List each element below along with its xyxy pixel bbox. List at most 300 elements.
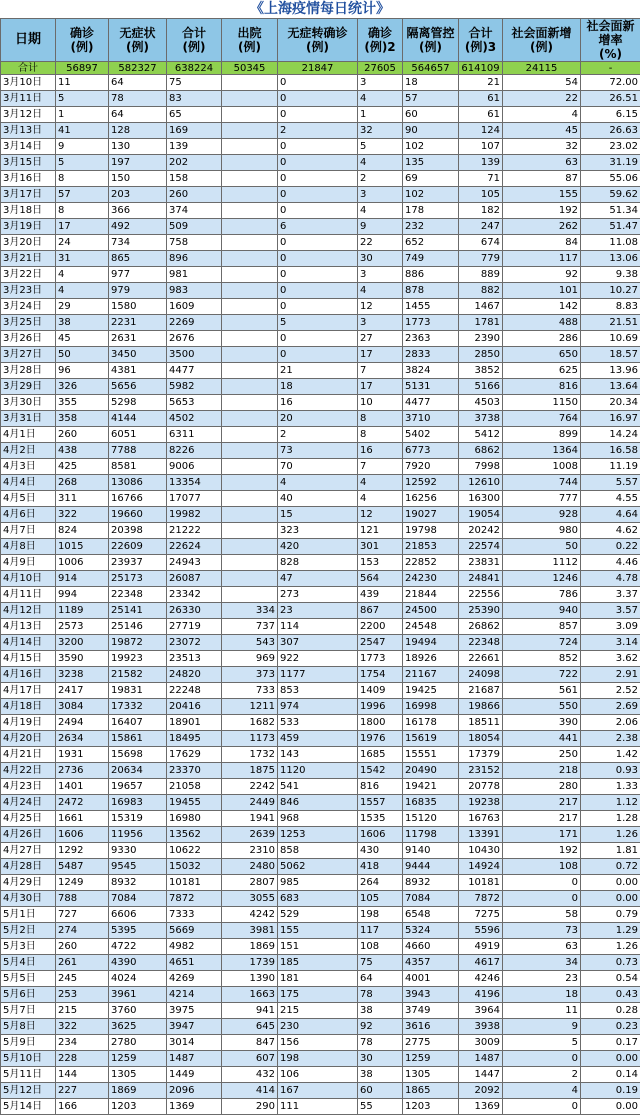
cell-confirmed: 425	[56, 459, 109, 475]
cell-asym-to-confirmed: 70	[278, 459, 358, 475]
cell-confirmed: 144	[56, 1067, 109, 1083]
cell-total: 83	[167, 91, 222, 107]
cell-confirmed: 322	[56, 507, 109, 523]
cell-community-rate: 18.57	[581, 347, 640, 363]
cell-confirmed-2: 4	[358, 155, 403, 171]
cell-community-new: 5	[503, 1035, 581, 1051]
cell-community-new: 928	[503, 507, 581, 523]
cell-asym-to-confirmed: 0	[278, 235, 358, 251]
cell-asymptomatic: 1203	[109, 1099, 167, 1115]
cell-community-rate: 1.33	[581, 779, 640, 795]
cell-confirmed: 1249	[56, 875, 109, 891]
cell-confirmed-2: 1976	[358, 731, 403, 747]
cell-total-3: 105	[459, 187, 503, 203]
cell-date: 5月4日	[1, 955, 56, 971]
cell-total-3: 19054	[459, 507, 503, 523]
cell-community-new: 92	[503, 267, 581, 283]
cell-total: 4214	[167, 987, 222, 1003]
cell-confirmed-2: 30	[358, 251, 403, 267]
cell-asym-to-confirmed: 0	[278, 267, 358, 283]
cell-total: 3500	[167, 347, 222, 363]
cell-discharged: 1739	[222, 955, 278, 971]
cell-asym-to-confirmed: 0	[278, 347, 358, 363]
cell-confirmed: 994	[56, 587, 109, 603]
cell-total: 202	[167, 155, 222, 171]
cell-community-rate: 1.28	[581, 811, 640, 827]
cell-discharged	[222, 235, 278, 251]
cell-total-3: 19866	[459, 699, 503, 715]
cell-discharged	[222, 331, 278, 347]
cell-asymptomatic: 734	[109, 235, 167, 251]
cell-quarantine: 886	[403, 267, 459, 283]
cell-date: 4月18日	[1, 699, 56, 715]
cell-asymptomatic: 20398	[109, 523, 167, 539]
cell-total-3: 22348	[459, 635, 503, 651]
header-community-new: 社会面新增 (例)	[503, 19, 581, 62]
cell-confirmed-2: 17	[358, 347, 403, 363]
header-total: 合计 (例)	[167, 19, 222, 62]
cell-quarantine: 2833	[403, 347, 459, 363]
cell-community-new: 724	[503, 635, 581, 651]
cell-confirmed: 96	[56, 363, 109, 379]
cell-total-3: 4919	[459, 939, 503, 955]
cell-total: 65	[167, 107, 222, 123]
cell-community-rate: 0.72	[581, 859, 640, 875]
cell-community-rate: 2.38	[581, 731, 640, 747]
table-row	[1, 523, 640, 539]
table-row	[1, 923, 640, 939]
cell-total: 21222	[167, 523, 222, 539]
cell-confirmed: 326	[56, 379, 109, 395]
cell-community-new: 650	[503, 347, 581, 363]
table-row	[1, 1051, 640, 1067]
total-row	[1, 62, 640, 75]
cell-community-new: 4	[503, 107, 581, 123]
cell-asymptomatic: 21582	[109, 667, 167, 683]
cell-community-rate: 0.93	[581, 763, 640, 779]
total-confirmed: 56897	[56, 62, 109, 75]
cell-community-rate: 0.17	[581, 1035, 640, 1051]
table-row	[1, 955, 640, 971]
cell-total: 22624	[167, 539, 222, 555]
cell-quarantine: 8932	[403, 875, 459, 891]
cell-asym-to-confirmed: 181	[278, 971, 358, 987]
cell-asym-to-confirmed: 143	[278, 747, 358, 763]
cell-total-3: 3938	[459, 1019, 503, 1035]
table-row	[1, 475, 640, 491]
cell-asymptomatic: 979	[109, 283, 167, 299]
cell-community-new: 390	[503, 715, 581, 731]
cell-total-3: 2850	[459, 347, 503, 363]
cell-confirmed-2: 4	[358, 91, 403, 107]
cell-total-3: 2390	[459, 331, 503, 347]
cell-confirmed: 2494	[56, 715, 109, 731]
cell-total-3: 20242	[459, 523, 503, 539]
table-row	[1, 91, 640, 107]
cell-total: 8226	[167, 443, 222, 459]
cell-discharged: 2480	[222, 859, 278, 875]
cell-quarantine: 21853	[403, 539, 459, 555]
cell-community-new: 11	[503, 1003, 581, 1019]
cell-confirmed: 41	[56, 123, 109, 139]
cell-community-rate: 1.42	[581, 747, 640, 763]
cell-quarantine: 1305	[403, 1067, 459, 1083]
cell-asym-to-confirmed: 459	[278, 731, 358, 747]
cell-discharged	[222, 539, 278, 555]
cell-asymptomatic: 15861	[109, 731, 167, 747]
cell-community-rate: 0.00	[581, 1099, 640, 1115]
cell-date: 4月22日	[1, 763, 56, 779]
cell-total-3: 4196	[459, 987, 503, 1003]
total-community-new: 24115	[503, 62, 581, 75]
cell-total: 27719	[167, 619, 222, 635]
table-row	[1, 859, 640, 875]
cell-quarantine: 5131	[403, 379, 459, 395]
cell-community-rate: 8.83	[581, 299, 640, 315]
cell-asym-to-confirmed: 0	[278, 203, 358, 219]
table-row	[1, 235, 640, 251]
cell-date: 3月20日	[1, 235, 56, 251]
cell-asym-to-confirmed: 40	[278, 491, 358, 507]
cell-total-3: 124	[459, 123, 503, 139]
cell-community-rate: 1.26	[581, 827, 640, 843]
table-row	[1, 731, 640, 747]
cell-asym-to-confirmed: 155	[278, 923, 358, 939]
cell-confirmed-2: 75	[358, 955, 403, 971]
cell-community-new: 32	[503, 139, 581, 155]
cell-confirmed-2: 1754	[358, 667, 403, 683]
cell-total-3: 12610	[459, 475, 503, 491]
cell-community-rate: 11.08	[581, 235, 640, 251]
cell-asymptomatic: 1869	[109, 1083, 167, 1099]
cell-total-3: 1781	[459, 315, 503, 331]
cell-quarantine: 1203	[403, 1099, 459, 1115]
cell-discharged: 1390	[222, 971, 278, 987]
cell-community-new: 34	[503, 955, 581, 971]
cell-confirmed: 29	[56, 299, 109, 315]
cell-asym-to-confirmed: 0	[278, 283, 358, 299]
cell-total: 1369	[167, 1099, 222, 1115]
cell-confirmed-2: 1557	[358, 795, 403, 811]
cell-asym-to-confirmed: 0	[278, 171, 358, 187]
cell-total-3: 10430	[459, 843, 503, 859]
cell-confirmed-2: 78	[358, 987, 403, 1003]
cell-community-rate: 16.58	[581, 443, 640, 459]
table-row	[1, 203, 640, 219]
total-discharged: 50345	[222, 62, 278, 75]
cell-discharged	[222, 587, 278, 603]
cell-confirmed-2: 7	[358, 459, 403, 475]
cell-confirmed: 227	[56, 1083, 109, 1099]
cell-date: 3月30日	[1, 395, 56, 411]
table-row	[1, 715, 640, 731]
cell-confirmed: 5	[56, 91, 109, 107]
cell-community-rate: 0.19	[581, 1083, 640, 1099]
cell-quarantine: 5402	[403, 427, 459, 443]
table-row	[1, 907, 640, 923]
cell-asym-to-confirmed: 47	[278, 571, 358, 587]
cell-quarantine: 178	[403, 203, 459, 219]
cell-total-3: 22556	[459, 587, 503, 603]
cell-community-new: 218	[503, 763, 581, 779]
cell-confirmed-2: 198	[358, 907, 403, 923]
cell-discharged: 3981	[222, 923, 278, 939]
cell-confirmed-2: 2547	[358, 635, 403, 651]
cell-community-new: 63	[503, 155, 581, 171]
cell-confirmed-2: 1773	[358, 651, 403, 667]
cell-date: 4月19日	[1, 715, 56, 731]
cell-community-new: 101	[503, 283, 581, 299]
cell-quarantine: 19425	[403, 683, 459, 699]
cell-community-new: 23	[503, 971, 581, 987]
cell-date: 3月25日	[1, 315, 56, 331]
cell-total: 19982	[167, 507, 222, 523]
cell-community-rate: 2.91	[581, 667, 640, 683]
cell-asymptomatic: 4390	[109, 955, 167, 971]
cell-asymptomatic: 15319	[109, 811, 167, 827]
cell-quarantine: 7084	[403, 891, 459, 907]
cell-asymptomatic: 13086	[109, 475, 167, 491]
cell-quarantine: 3710	[403, 411, 459, 427]
cell-discharged	[222, 491, 278, 507]
cell-confirmed-2: 867	[358, 603, 403, 619]
cell-date: 4月6日	[1, 507, 56, 523]
cell-total-3: 20778	[459, 779, 503, 795]
cell-discharged: 334	[222, 603, 278, 619]
cell-discharged: 607	[222, 1051, 278, 1067]
cell-total-3: 1487	[459, 1051, 503, 1067]
cell-date: 4月15日	[1, 651, 56, 667]
cell-community-new: 84	[503, 235, 581, 251]
cell-asymptomatic: 23937	[109, 555, 167, 571]
cell-community-new: 0	[503, 891, 581, 907]
cell-asym-to-confirmed: 0	[278, 155, 358, 171]
cell-quarantine: 102	[403, 139, 459, 155]
cell-confirmed: 245	[56, 971, 109, 987]
cell-date: 4月5日	[1, 491, 56, 507]
cell-quarantine: 749	[403, 251, 459, 267]
cell-total-3: 71	[459, 171, 503, 187]
cell-total: 17077	[167, 491, 222, 507]
cell-quarantine: 12592	[403, 475, 459, 491]
cell-discharged	[222, 427, 278, 443]
cell-total: 6311	[167, 427, 222, 443]
cell-community-new: 58	[503, 907, 581, 923]
cell-date: 4月7日	[1, 523, 56, 539]
table-row	[1, 971, 640, 987]
cell-confirmed: 1015	[56, 539, 109, 555]
cell-community-rate: 3.14	[581, 635, 640, 651]
cell-asymptomatic: 78	[109, 91, 167, 107]
table-row	[1, 123, 640, 139]
cell-community-new: 722	[503, 667, 581, 683]
cell-total: 758	[167, 235, 222, 251]
cell-quarantine: 19494	[403, 635, 459, 651]
cell-asym-to-confirmed: 858	[278, 843, 358, 859]
cell-discharged: 1173	[222, 731, 278, 747]
table-row	[1, 315, 640, 331]
cell-asym-to-confirmed: 1177	[278, 667, 358, 683]
cell-community-rate: 0.00	[581, 875, 640, 891]
cell-asym-to-confirmed: 323	[278, 523, 358, 539]
cell-discharged: 941	[222, 1003, 278, 1019]
cell-date: 4月16日	[1, 667, 56, 683]
table-row	[1, 395, 640, 411]
cell-asymptomatic: 128	[109, 123, 167, 139]
cell-asymptomatic: 2780	[109, 1035, 167, 1051]
cell-confirmed: 1	[56, 107, 109, 123]
cell-confirmed: 38	[56, 315, 109, 331]
cell-discharged	[222, 203, 278, 219]
cell-asym-to-confirmed: 307	[278, 635, 358, 651]
cell-total-3: 7275	[459, 907, 503, 923]
cell-quarantine: 135	[403, 155, 459, 171]
cell-asymptomatic: 3625	[109, 1019, 167, 1035]
cell-discharged	[222, 347, 278, 363]
cell-date: 4月11日	[1, 587, 56, 603]
cell-discharged: 2639	[222, 827, 278, 843]
cell-confirmed: 3238	[56, 667, 109, 683]
cell-confirmed-2: 60	[358, 1083, 403, 1099]
cell-total-3: 882	[459, 283, 503, 299]
cell-community-rate: 51.47	[581, 219, 640, 235]
table-row	[1, 875, 640, 891]
cell-discharged	[222, 571, 278, 587]
cell-discharged: 2310	[222, 843, 278, 859]
cell-date: 3月17日	[1, 187, 56, 203]
cell-quarantine: 5324	[403, 923, 459, 939]
table-row	[1, 1083, 640, 1099]
cell-asym-to-confirmed: 541	[278, 779, 358, 795]
cell-community-rate: 3.37	[581, 587, 640, 603]
cell-discharged: 737	[222, 619, 278, 635]
cell-community-rate: 1.29	[581, 923, 640, 939]
cell-quarantine: 7920	[403, 459, 459, 475]
table-row	[1, 219, 640, 235]
cell-asymptomatic: 3760	[109, 1003, 167, 1019]
cell-community-new: 108	[503, 859, 581, 875]
cell-confirmed: 788	[56, 891, 109, 907]
cell-total-3: 21	[459, 75, 503, 91]
cell-asymptomatic: 492	[109, 219, 167, 235]
cell-discharged	[222, 283, 278, 299]
cell-asymptomatic: 19923	[109, 651, 167, 667]
cell-confirmed-2: 78	[358, 1035, 403, 1051]
cell-discharged: 1732	[222, 747, 278, 763]
table-row	[1, 811, 640, 827]
cell-total-3: 5412	[459, 427, 503, 443]
cell-discharged: 1875	[222, 763, 278, 779]
cell-total-3: 1369	[459, 1099, 503, 1115]
cell-total: 23342	[167, 587, 222, 603]
cell-confirmed: 3200	[56, 635, 109, 651]
cell-discharged	[222, 475, 278, 491]
cell-asymptomatic: 6606	[109, 907, 167, 923]
cell-confirmed-2: 108	[358, 939, 403, 955]
cell-quarantine: 6548	[403, 907, 459, 923]
cell-confirmed-2: 9	[358, 219, 403, 235]
cell-confirmed: 5	[56, 155, 109, 171]
cell-date: 3月11日	[1, 91, 56, 107]
cell-confirmed: 268	[56, 475, 109, 491]
cell-total-3: 3964	[459, 1003, 503, 1019]
cell-confirmed: 1606	[56, 827, 109, 843]
cell-asym-to-confirmed: 683	[278, 891, 358, 907]
cell-total: 1449	[167, 1067, 222, 1083]
cell-quarantine: 9444	[403, 859, 459, 875]
cell-asymptomatic: 1259	[109, 1051, 167, 1067]
cell-quarantine: 16256	[403, 491, 459, 507]
cell-total-3: 26862	[459, 619, 503, 635]
cell-asymptomatic: 3961	[109, 987, 167, 1003]
cell-asym-to-confirmed: 198	[278, 1051, 358, 1067]
cell-asymptomatic: 3450	[109, 347, 167, 363]
cell-asym-to-confirmed: 215	[278, 1003, 358, 1019]
cell-asymptomatic: 197	[109, 155, 167, 171]
cell-date: 4月8日	[1, 539, 56, 555]
cell-confirmed: 1292	[56, 843, 109, 859]
cell-asym-to-confirmed: 0	[278, 91, 358, 107]
cell-discharged: 2449	[222, 795, 278, 811]
cell-confirmed-2: 564	[358, 571, 403, 587]
cell-total: 4477	[167, 363, 222, 379]
cell-quarantine: 6773	[403, 443, 459, 459]
cell-asymptomatic: 15698	[109, 747, 167, 763]
cell-asym-to-confirmed: 0	[278, 107, 358, 123]
cell-community-new: 192	[503, 843, 581, 859]
cell-quarantine: 15551	[403, 747, 459, 763]
cell-date: 3月18日	[1, 203, 56, 219]
cell-discharged	[222, 363, 278, 379]
cell-confirmed: 1661	[56, 811, 109, 827]
cell-total-3: 674	[459, 235, 503, 251]
cell-confirmed: 2472	[56, 795, 109, 811]
table-row	[1, 491, 640, 507]
cell-date: 3月23日	[1, 283, 56, 299]
table-row	[1, 411, 640, 427]
cell-total: 2676	[167, 331, 222, 347]
cell-quarantine: 9140	[403, 843, 459, 859]
cell-confirmed: 50	[56, 347, 109, 363]
cell-community-rate: 4.62	[581, 523, 640, 539]
cell-discharged: 414	[222, 1083, 278, 1099]
cell-total: 5982	[167, 379, 222, 395]
cell-date: 5月6日	[1, 987, 56, 1003]
cell-total: 374	[167, 203, 222, 219]
cell-total: 13354	[167, 475, 222, 491]
cell-asymptomatic: 19872	[109, 635, 167, 651]
cell-total: 75	[167, 75, 222, 91]
table-row	[1, 987, 640, 1003]
cell-asymptomatic: 5298	[109, 395, 167, 411]
cell-community-new: 488	[503, 315, 581, 331]
cell-quarantine: 1865	[403, 1083, 459, 1099]
cell-date: 4月12日	[1, 603, 56, 619]
cell-asym-to-confirmed: 16	[278, 395, 358, 411]
cell-asym-to-confirmed: 2	[278, 427, 358, 443]
cell-total-3: 7872	[459, 891, 503, 907]
table-row	[1, 107, 640, 123]
cell-total-3: 2092	[459, 1083, 503, 1099]
table-row	[1, 283, 640, 299]
cell-total: 5669	[167, 923, 222, 939]
cell-discharged	[222, 251, 278, 267]
table-row	[1, 139, 640, 155]
cell-asym-to-confirmed: 420	[278, 539, 358, 555]
cell-asym-to-confirmed: 167	[278, 1083, 358, 1099]
cell-discharged: 4242	[222, 907, 278, 923]
cell-asym-to-confirmed: 0	[278, 331, 358, 347]
